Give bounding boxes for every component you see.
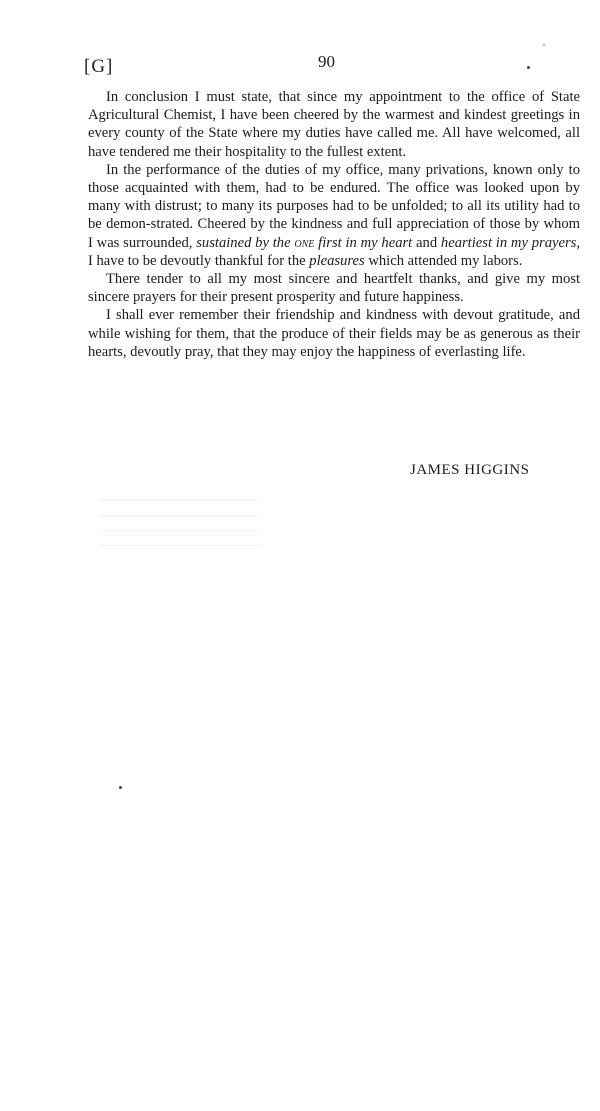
paragraph-2-italic-1: sustained by the xyxy=(196,234,291,251)
page-number: 90 xyxy=(318,52,335,71)
paragraph-4: I shall ever remember their friendship and kindness with devout gratitude, and while wishing for them, that the produce of their fields may be as generous as their hearts, devoutly pray, that they may enjoy the happiness of everlasting life. xyxy=(88,307,580,360)
bleed-line xyxy=(100,500,260,503)
bleed-line xyxy=(100,530,260,533)
ink-speck xyxy=(543,44,545,46)
paragraph-2-text-b: and xyxy=(416,234,438,251)
ink-speck xyxy=(119,786,122,789)
signature-mark: [G] xyxy=(84,56,114,77)
paragraph-3: There tender to all my most sincere and heartfelt thanks, and give my most sincere prayers for their present prosperity and future happiness. xyxy=(88,271,580,306)
paragraph-2-one: one xyxy=(294,234,315,251)
paragraph-2-italic-4: pleasures xyxy=(309,252,365,269)
paragraph-2-text-c: I have to be devoutly thankful for the xyxy=(88,252,306,269)
bleed-line xyxy=(100,515,260,518)
show-through-bleed xyxy=(100,488,260,578)
paragraph-2-italic-3: heartiest in my prayers, xyxy=(440,234,580,251)
paragraph-2-text-d: which attended my labors. xyxy=(368,252,523,269)
paragraph-1: In conclusion I must state, that since my appointment to the office of State Agricultural Chemist, I have been cheered by the warmest and kindest greetings in every county of the State where my duties have called me. All have welcomed, all have tendered me their hospitality to the fullest extent. xyxy=(88,89,580,160)
paragraph-2-italic-2: first in my heart xyxy=(318,234,413,251)
bleed-line xyxy=(100,545,260,548)
letter-body xyxy=(88,88,580,361)
signer-name: JAMES HIGGINS xyxy=(410,462,530,478)
paragraph-2-text-a: In the performance of the duties of my office, many privations, known only to those acquainted with them, had to be endured. The office was looked upon by many with distrust; to many its purposes had to be unfolded; to all its utility had to be demon-strated. Cheered by the kindness and full appreciation of those by whom I was surrounded, xyxy=(88,161,580,251)
ink-speck xyxy=(527,66,530,69)
paragraph-2 xyxy=(88,161,580,270)
